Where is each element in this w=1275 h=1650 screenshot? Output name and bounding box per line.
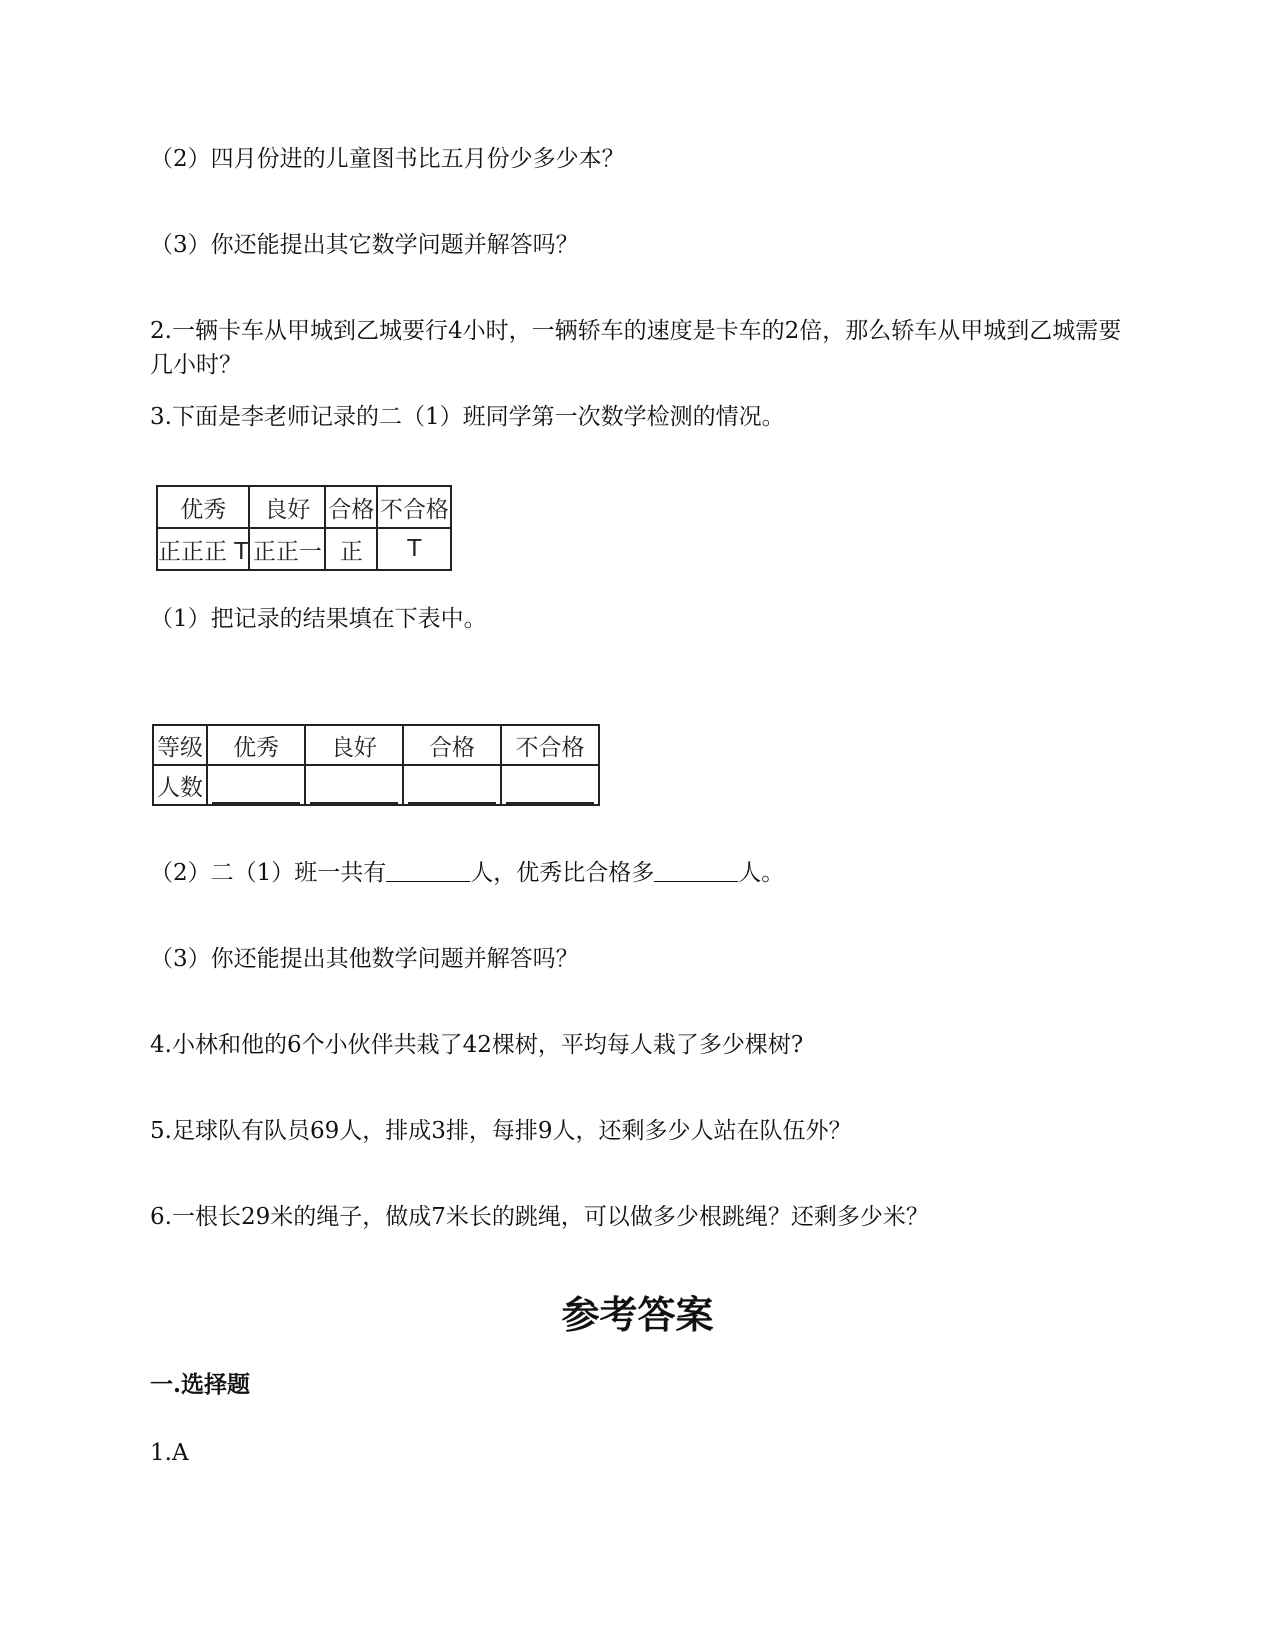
tally-header-cell: 优秀 bbox=[157, 486, 249, 528]
result-header-cell: 优秀 bbox=[207, 725, 305, 765]
answer-blank[interactable] bbox=[212, 780, 300, 804]
tally-mark-cell: 正 bbox=[325, 528, 377, 570]
tally-mark-cell: 正正一 bbox=[249, 528, 325, 570]
result-count-row bbox=[153, 765, 599, 805]
result-header-row bbox=[153, 725, 599, 765]
question-1-part-2: （2）四月份进的儿童图书比五月份少多少本？ bbox=[150, 146, 625, 172]
tally-mark-cell: T bbox=[377, 528, 451, 570]
result-fill-cell[interactable] bbox=[207, 765, 305, 805]
result-fill-cell[interactable] bbox=[403, 765, 501, 805]
answer-item-1: 1.A bbox=[150, 1440, 189, 1466]
tally-header-cell: 良好 bbox=[249, 486, 325, 528]
question-3-part-2-text-c: 人。 bbox=[738, 860, 785, 886]
tally-header-cell: 合格 bbox=[325, 486, 377, 528]
question-6: 6.一根长29米的绳子，做成7米长的跳绳，可以做多少根跳绳？还剩多少米？ bbox=[150, 1204, 929, 1230]
tally-mark-cell: 正正正 T bbox=[157, 528, 249, 570]
tally-table bbox=[156, 485, 452, 571]
question-3: 3.下面是李老师记录的二（1）班同学第一次数学检测的情况。 bbox=[150, 404, 785, 430]
tally-marks-row bbox=[157, 528, 451, 570]
question-4: 4.小林和他的6个小伙伴共栽了42棵树，平均每人栽了多少棵树? bbox=[150, 1032, 804, 1058]
result-header-cell: 等级 bbox=[153, 725, 207, 765]
section-heading: 一.选择题 bbox=[150, 1371, 251, 1398]
answer-blank[interactable] bbox=[654, 859, 738, 882]
answer-key-title: 参考答案 bbox=[561, 1292, 714, 1337]
question-3-part-2-text-a: （2）二（1）班一共有 bbox=[150, 860, 387, 886]
question-2: 2.一辆卡车从甲城到乙城要行4小时，一辆轿车的速度是卡车的2倍，那么轿车从甲城到乙城需要几小时？ bbox=[150, 318, 1122, 378]
result-header-cell: 不合格 bbox=[501, 725, 599, 765]
question-5: 5.足球队有队员69人，排成3排，每排9人，还剩多少人站在队伍外？ bbox=[150, 1118, 852, 1144]
result-table bbox=[152, 724, 600, 806]
question-3-part-2-text-b: 人，优秀比合格多 bbox=[470, 860, 655, 886]
tally-header-row bbox=[157, 486, 451, 528]
answer-blank[interactable] bbox=[386, 859, 470, 882]
answer-blank[interactable] bbox=[310, 780, 398, 804]
result-fill-cell[interactable] bbox=[501, 765, 599, 805]
result-header-cell: 良好 bbox=[305, 725, 403, 765]
question-3-part-2 bbox=[150, 856, 784, 890]
answer-blank[interactable] bbox=[408, 780, 496, 804]
tally-header-cell: 不合格 bbox=[377, 486, 451, 528]
question-1-part-3: （3）你还能提出其它数学问题并解答吗？ bbox=[150, 232, 579, 258]
result-row-label: 人数 bbox=[153, 765, 207, 805]
result-header-cell: 合格 bbox=[403, 725, 501, 765]
question-3-part-3: （3）你还能提出其他数学问题并解答吗？ bbox=[150, 946, 579, 972]
answer-blank[interactable] bbox=[506, 780, 594, 804]
question-3-part-1: （1）把记录的结果填在下表中。 bbox=[150, 606, 487, 632]
result-fill-cell[interactable] bbox=[305, 765, 403, 805]
